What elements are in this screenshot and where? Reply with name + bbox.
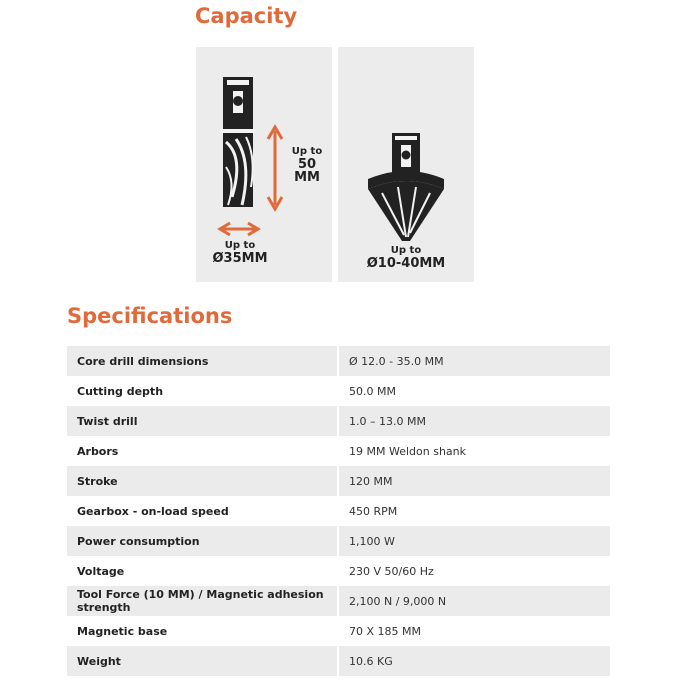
table-row bbox=[67, 616, 610, 646]
depth-prefix: Up to bbox=[291, 146, 323, 157]
spec-label: Core drill dimensions bbox=[67, 346, 337, 376]
shank-pin-icon bbox=[233, 96, 243, 106]
table-row bbox=[67, 436, 610, 466]
core-diameter-label bbox=[200, 241, 280, 265]
countersink-diameter-label bbox=[356, 246, 456, 270]
spec-value: 230 V 50/60 Hz bbox=[337, 556, 610, 586]
spec-value: 1,100 W bbox=[337, 526, 610, 556]
spec-value: 50.0 MM bbox=[337, 376, 610, 406]
table-row bbox=[67, 406, 610, 436]
specifications-table bbox=[67, 346, 610, 676]
table-row bbox=[67, 466, 610, 496]
table-row bbox=[67, 556, 610, 586]
spec-value: 10.6 KG bbox=[337, 646, 610, 676]
spec-label: Gearbox - on-load speed bbox=[77, 504, 229, 518]
core-drill-panel bbox=[196, 47, 332, 282]
spec-label: Tool Force (10 MM) / Magnetic adhesion strength bbox=[67, 586, 337, 616]
spec-value: 2,100 N / 9,000 N bbox=[337, 586, 610, 616]
specifications-title: Specifications bbox=[67, 304, 233, 328]
countersink-diameter-prefix: Up to bbox=[390, 245, 422, 256]
countersink-diameter-value: Ø10-40MM bbox=[366, 255, 446, 271]
spec-label: Cutting depth bbox=[77, 384, 164, 398]
spec-label: Power consumption bbox=[67, 526, 337, 556]
core-diameter-prefix: Up to bbox=[224, 240, 256, 251]
table-row bbox=[67, 496, 610, 526]
spec-label: Voltage bbox=[77, 564, 125, 578]
countersink-pin-icon bbox=[402, 151, 411, 160]
capacity-title: Capacity bbox=[195, 4, 298, 28]
core-diameter-value: Ø35MM bbox=[212, 250, 268, 266]
depth-label bbox=[286, 147, 328, 185]
spec-label: Weight bbox=[67, 646, 337, 676]
countersink-panel bbox=[338, 47, 474, 282]
table-row bbox=[67, 346, 610, 376]
table-row bbox=[67, 376, 610, 406]
table-row bbox=[67, 586, 610, 616]
spec-value: 450 RPM bbox=[337, 496, 610, 526]
table-row bbox=[67, 646, 610, 676]
spec-value: 70 X 185 MM bbox=[337, 616, 610, 646]
depth-unit: MM bbox=[294, 170, 320, 186]
table-row bbox=[67, 526, 610, 556]
spec-label: Stroke bbox=[67, 466, 337, 496]
spec-value: 19 MM Weldon shank bbox=[337, 436, 610, 466]
spec-label: Magnetic base bbox=[77, 624, 168, 638]
spec-label: Arbors bbox=[77, 444, 119, 458]
spec-value: Ø 12.0 - 35.0 MM bbox=[337, 346, 610, 376]
spec-value: 1.0 – 13.0 MM bbox=[337, 406, 610, 436]
spec-label: Twist drill bbox=[67, 406, 337, 436]
spec-value: 120 MM bbox=[337, 466, 610, 496]
depth-value: 50 bbox=[297, 156, 317, 172]
